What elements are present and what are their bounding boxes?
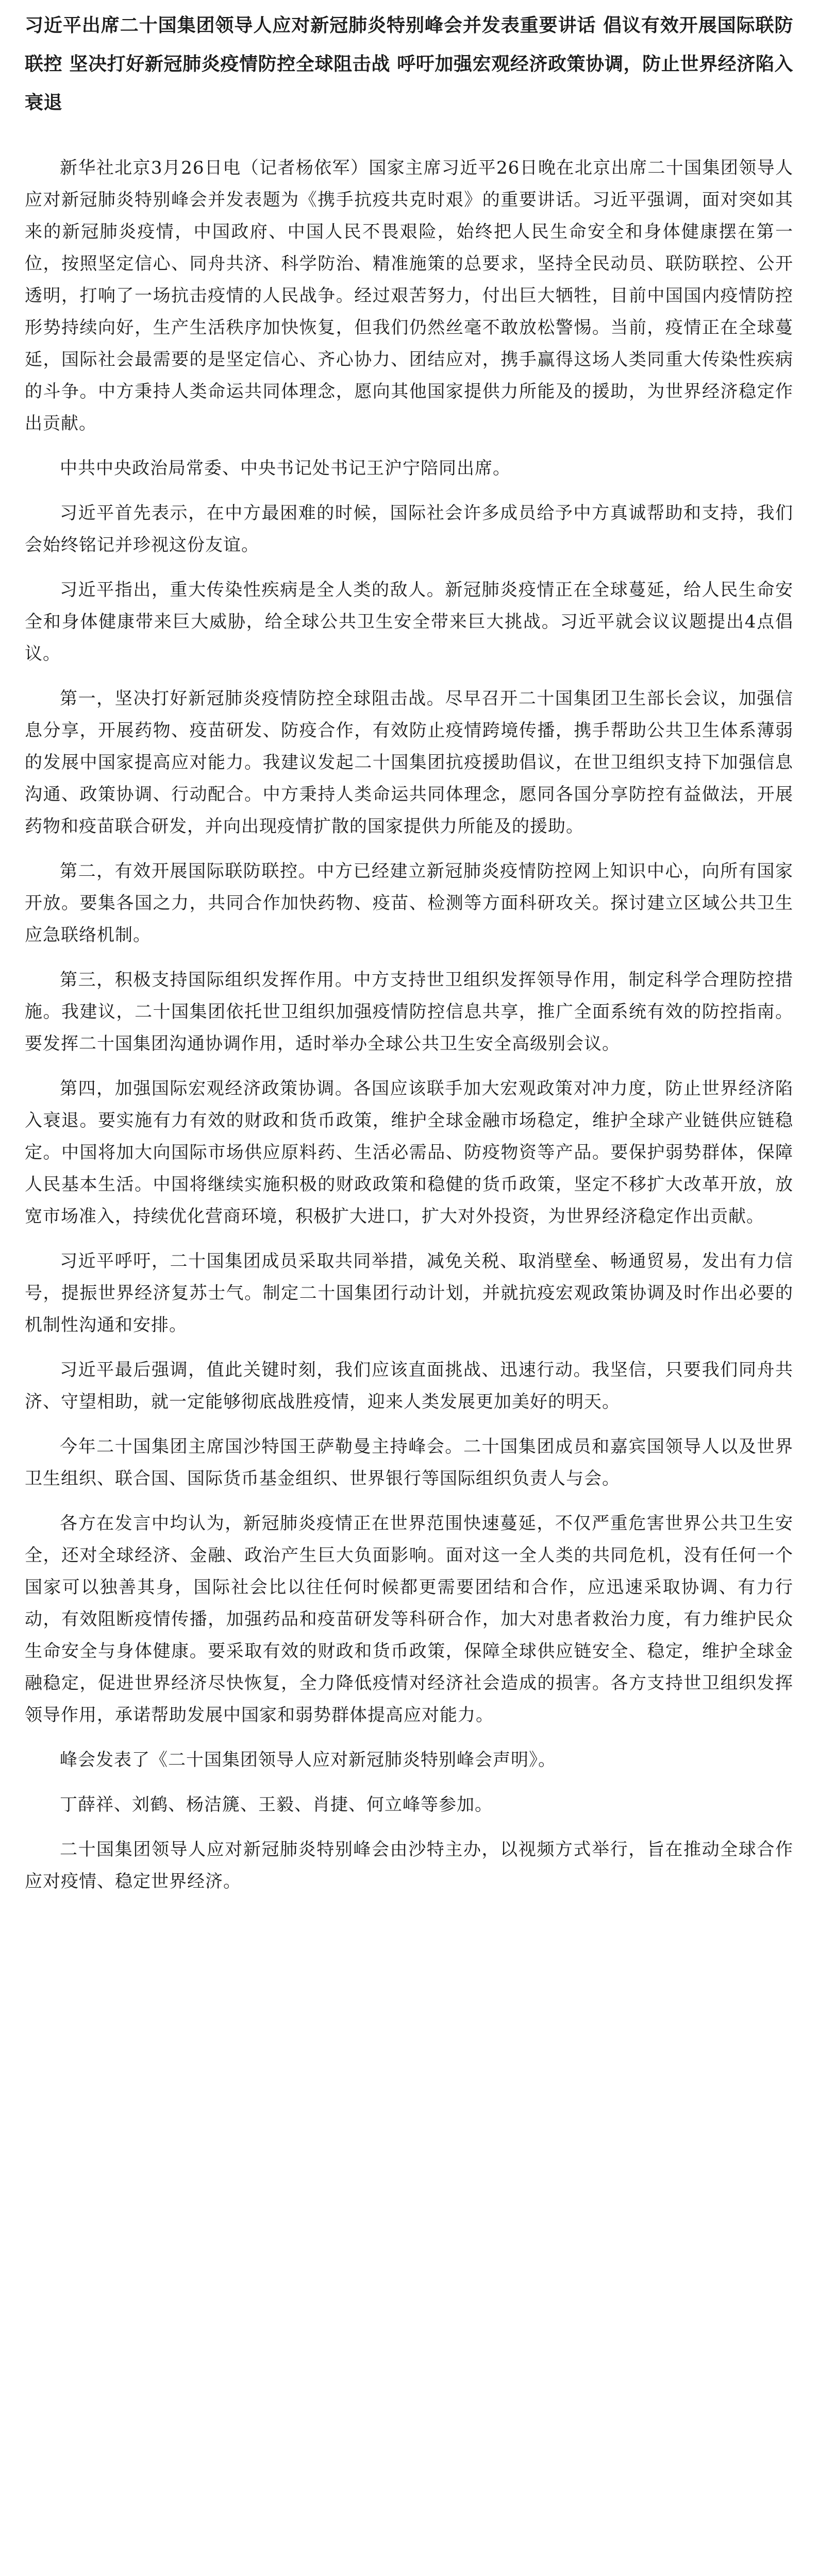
article-paragraph: 第二，有效开展国际联防联控。中方已经建立新冠肺炎疫情防控网上知识中心，向所有国家开放。要集各国之力，共同合作加快药物、疫苗、检测等方面科研攻关。探讨建立区域公共卫生应急联络机制。: [25, 861, 793, 945]
article-paragraph: 今年二十国集团主席国沙特国王萨勒曼主持峰会。二十国集团成员和嘉宾国领导人以及世界卫生组织、联合国、国际货币基金组织、世界银行等国际组织负责人与会。: [25, 1436, 793, 1489]
article-paragraph: 二十国集团领导人应对新冠肺炎特别峰会由沙特主办，以视频方式举行，旨在推动全球合作应对疫情、稳定世界经济。: [25, 1839, 793, 1892]
article-paragraph: 中共中央政治局常委、中央书记处书记王沪宁陪同出席。: [60, 458, 511, 479]
article-paragraph: 丁薛祥、刘鹤、杨洁篪、王毅、肖捷、何立峰等参加。: [60, 1794, 493, 1815]
article-paragraph: 各方在发言中均认为，新冠肺炎疫情正在世界范围快速蔓延，不仅严重危害世界公共卫生安全，还对全球经济、金融、政治产生巨大负面影响。面对这一全人类的共同危机，没有任何一个国家可以独善其身，国际社会比以往任何时候都更需要团结和合作，应迅速采取协调、有力行动，有效阻断疫情传播，加强药品和疫苗研发等科研合作，加大对患者救治力度，有力维护民众生命安全与身体健康。要采取有效的财政和货币政策，保障全球供应链安全、稳定，维护全球金融稳定，促进世界经济尽快恢复，全力降低疫情对经济社会造成的损害。各方支持世卫组织发挥领导作用，承诺帮助发展中国家和弱势群体提高应对能力。: [25, 1513, 793, 1725]
article-paragraph: 第三，积极支持国际组织发挥作用。中方支持世卫组织发挥领导作用，制定科学合理防控措施。我建议，二十国集团依托世卫组织加强疫情防控信息共享，推广全面系统有效的防控指南。要发挥二十国集团沟通协调作用，适时举办全球公共卫生安全高级别会议。: [25, 970, 793, 1054]
article-paragraph: 习近平首先表示，在中方最困难的时候，国际社会许多成员给予中方真诚帮助和支持，我们会始终铭记并珍视这份友谊。: [25, 503, 793, 555]
article-body: [25, 152, 793, 1897]
article-paragraph: 习近平最后强调，值此关键时刻，我们应该直面挑战、迅速行动。我坚信，只要我们同舟共济、守望相助，就一定能够彻底战胜疫情，迎来人类发展更加美好的明天。: [25, 1360, 793, 1412]
article: [25, 0, 793, 1910]
article-paragraph: 习近平指出，重大传染性疾病是全人类的敌人。新冠肺炎疫情正在全球蔓延，给人民生命安全和身体健康带来巨大威胁，给全球公共卫生安全带来巨大挑战。习近平就会议议题提出4点倡议。: [25, 580, 793, 664]
article-paragraph: 峰会发表了《二十国集团领导人应对新冠肺炎特别峰会声明》。: [60, 1750, 556, 1770]
article-paragraph: 习近平呼吁，二十国集团成员采取共同举措，减免关税、取消壁垒、畅通贸易，发出有力信号，提振世界经济复苏士气。制定二十国集团行动计划，并就抗疫宏观政策协调及时作出必要的机制性沟通和安排。: [25, 1251, 793, 1335]
article-paragraph: 新华社北京3月26日电（记者杨依军）国家主席习近平26日晚在北京出席二十国集团领导人应对新冠肺炎特别峰会并发表题为《携手抗疫共克时艰》的重要讲话。习近平强调，面对突如其来的新冠肺炎疫情，中国政府、中国人民不畏艰险，始终把人民生命安全和身体健康摆在第一位，按照坚定信心、同舟共济、科学防治、精准施策的总要求，坚持全民动员、联防联控、公开透明，打响了一场抗击疫情的人民战争。经过艰苦努力，付出巨大牺牲，目前中国国内疫情防控形势持续向好，生产生活秩序加快恢复，但我们仍然丝毫不敢放松警惕。当前，疫情正在全球蔓延，国际社会最需要的是坚定信心、齐心协力、团结应对，携手赢得这场人类同重大传染性疾病的斗争。中方秉持人类命运共同体理念，愿向其他国家提供力所能及的援助，为世界经济稳定作出贡献。: [25, 158, 794, 434]
article-paragraph: 第一，坚决打好新冠肺炎疫情防控全球阻击战。尽早召开二十国集团卫生部长会议，加强信息分享，开展药物、疫苗研发、防疫合作，有效防止疫情跨境传播，携手帮助公共卫生体系薄弱的发展中国家提高应对能力。我建议发起二十国集团抗疫援助倡议，在世卫组织支持下加强信息沟通、政策协调、行动配合。中方秉持人类命运共同体理念，愿同各国分享防控有益做法，开展药物和疫苗联合研发，并向出现疫情扩散的国家提供力所能及的援助。: [25, 688, 793, 837]
article-title: 习近平出席二十国集团领导人应对新冠肺炎特别峰会并发表重要讲话 倡议有效开展国际联防联控 坚决打好新冠肺炎疫情防控全球阻击战 呼吁加强宏观经济政策协调，防止世界经济陷入衰退: [25, 14, 793, 113]
article-paragraph: 第四，加强国际宏观经济政策协调。各国应该联手加大宏观政策对冲力度，防止世界经济陷入衰退。要实施有力有效的财政和货币政策，维护全球金融市场稳定，维护全球产业链供应链稳定。中国将加大向国际市场供应原料药、生活必需品、防疫物资等产品。要保护弱势群体，保障人民基本生活。中国将继续实施积极的财政政策和稳健的货币政策，坚定不移扩大改革开放，放宽市场准入，持续优化营商环境，积极扩大进口，扩大对外投资，为世界经济稳定作出贡献。: [25, 1078, 793, 1227]
